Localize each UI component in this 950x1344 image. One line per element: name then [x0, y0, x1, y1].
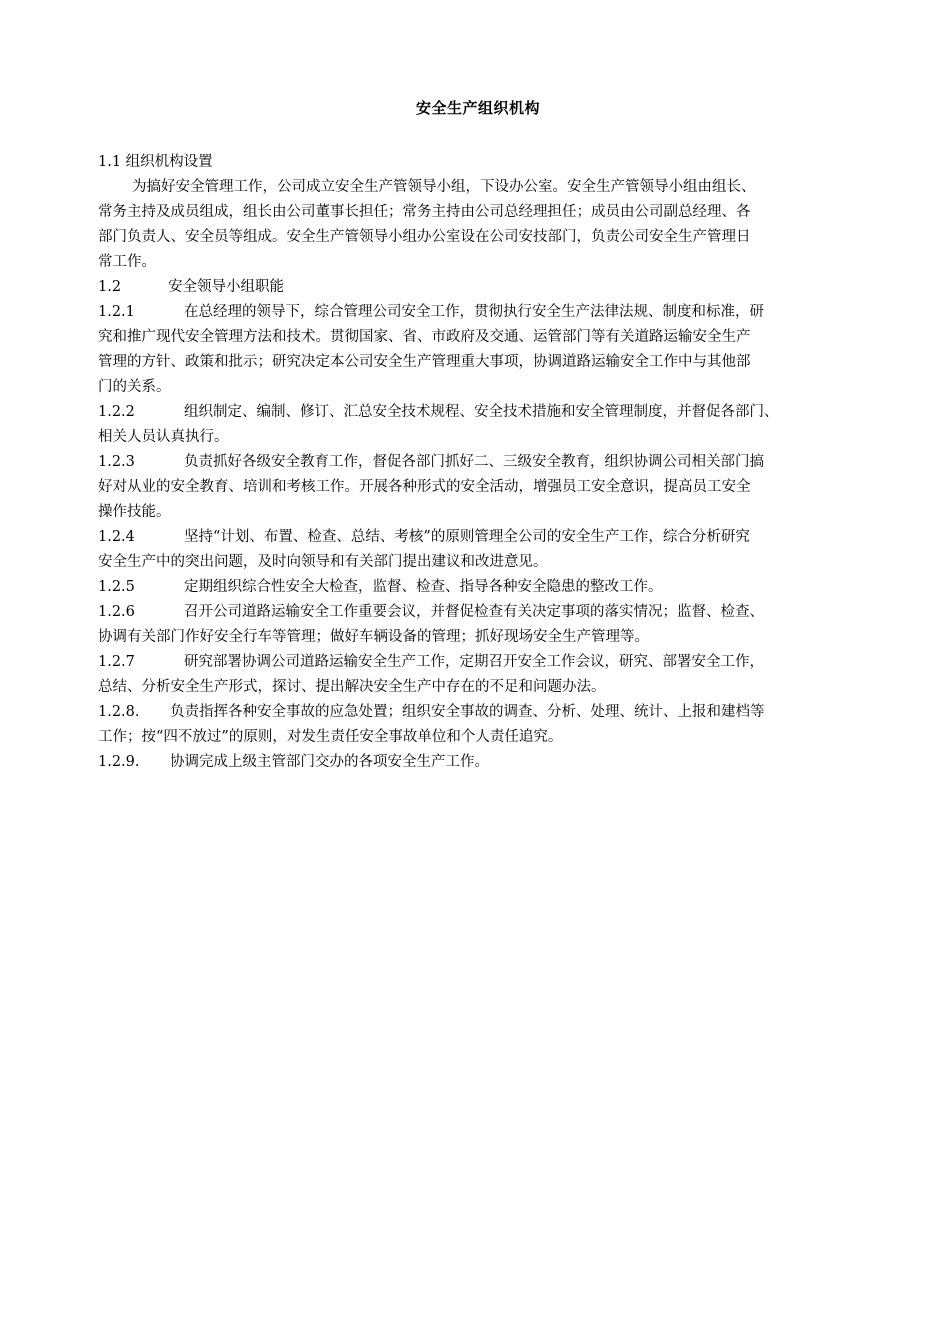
- item-text: 在总经理的领导下，综合管理公司安全工作，贯彻执行安全生产法律法规、制度和标准，研: [184, 304, 764, 320]
- document-title: 安全生产组织机构: [415, 99, 540, 117]
- item-continuation: 管理的方针、政策和批示；研究决定本公司安全生产管理重大事项，协调道路运输安全工作中与其他部: [98, 354, 751, 370]
- item-text: 协调完成上级主管部门交办的各项安全生产工作。: [170, 754, 489, 770]
- item-text: 定期组织综合性安全大检查，监督、检查、指导各种安全隐患的整改工作。: [184, 579, 663, 595]
- item-text: 研究部署协调公司道路运输安全生产工作，定期召开安全工作会议，研究、部署安全工作，: [184, 654, 764, 670]
- section-heading-text: 安全领导小组职能: [168, 279, 284, 295]
- item-number: 1.2.5: [98, 579, 135, 595]
- item-continuation: 究和推广现代安全管理方法和技术。贯彻国家、省、市政府及交通、运管部门等有关道路运输安全生产: [98, 329, 751, 345]
- item-number: 1.2.2: [98, 404, 135, 420]
- paragraph-line: 常工作。: [98, 254, 156, 270]
- item-continuation: 安全生产中的突出问题，及时向领导和有关部门提出建议和改进意见。: [98, 554, 548, 570]
- item-continuation: 门的关系。: [98, 379, 171, 395]
- list-item: [98, 300, 858, 325]
- list-item: [98, 575, 858, 600]
- section-number: 1.2: [98, 279, 122, 295]
- item-continuation: 协调有关部门作好安全行车等管理；做好车辆设备的管理；抓好现场安全生产管理等。: [98, 629, 649, 645]
- item-continuation: 操作技能。: [98, 504, 171, 520]
- item-continuation: 相关人员认真执行。: [98, 429, 229, 445]
- item-number: 1.2.3: [98, 454, 135, 470]
- list-item: [98, 600, 858, 625]
- list-item: [98, 700, 858, 725]
- item-number: 1.2.6: [98, 604, 135, 620]
- item-number: 1.2.1: [98, 304, 135, 320]
- document-page: [98, 96, 858, 775]
- item-continuation: 工作；按“四不放过”的原则，对发生责任安全事故单位和个人责任追究。: [98, 729, 563, 745]
- list-item: [98, 450, 858, 475]
- item-number: 1.2.9.: [98, 754, 140, 770]
- paragraph-line: 部门负责人、安全员等组成。安全生产管领导小组办公室设在公司安技部门，负责公司安全生产管理日: [98, 229, 751, 245]
- section-heading-1-2: [98, 275, 858, 300]
- list-item: [98, 650, 858, 675]
- item-text: 组织制定、编制、修订、汇总安全技术规程、安全技术措施和安全管理制度，并督促各部门、: [184, 404, 779, 420]
- item-continuation: 好对从业的安全教育、培训和考核工作。开展各种形式的安全活动，增强员工安全意识，提高员工安全: [98, 479, 751, 495]
- section-heading-1-1: 1.1 组织机构设置: [98, 154, 213, 170]
- item-continuation: 总结、分析安全生产形式，探讨、提出解决安全生产中存在的不足和问题办法。: [98, 679, 606, 695]
- list-item: [98, 400, 858, 425]
- item-text: 坚持“计划、布置、检查、总结、考核”的原则管理全公司的安全生产工作，综合分析研究: [184, 529, 750, 545]
- paragraph-line: 为搞好安全管理工作，公司成立安全生产管领导小组，下设办公室。安全生产管领导小组由组长、: [132, 179, 756, 195]
- list-item: [98, 750, 858, 775]
- item-number: 1.2.8.: [98, 704, 140, 720]
- list-item: [98, 525, 858, 550]
- item-number: 1.2.4: [98, 529, 135, 545]
- item-text: 召开公司道路运输安全工作重要会议，并督促检查有关决定事项的落实情况；监督、检查、: [184, 604, 764, 620]
- item-text: 负责指挥各种安全事故的应急处置；组织安全事故的调查、分析、处理、统计、上报和建档等: [170, 704, 765, 720]
- paragraph-line: 常务主持及成员组成，组长由公司董事长担任；常务主持由公司总经理担任；成员由公司副总经理、各: [98, 204, 751, 220]
- item-number: 1.2.7: [98, 654, 135, 670]
- item-text: 负责抓好各级安全教育工作，督促各部门抓好二、三级安全教育，组织协调公司相关部门搞: [184, 454, 764, 470]
